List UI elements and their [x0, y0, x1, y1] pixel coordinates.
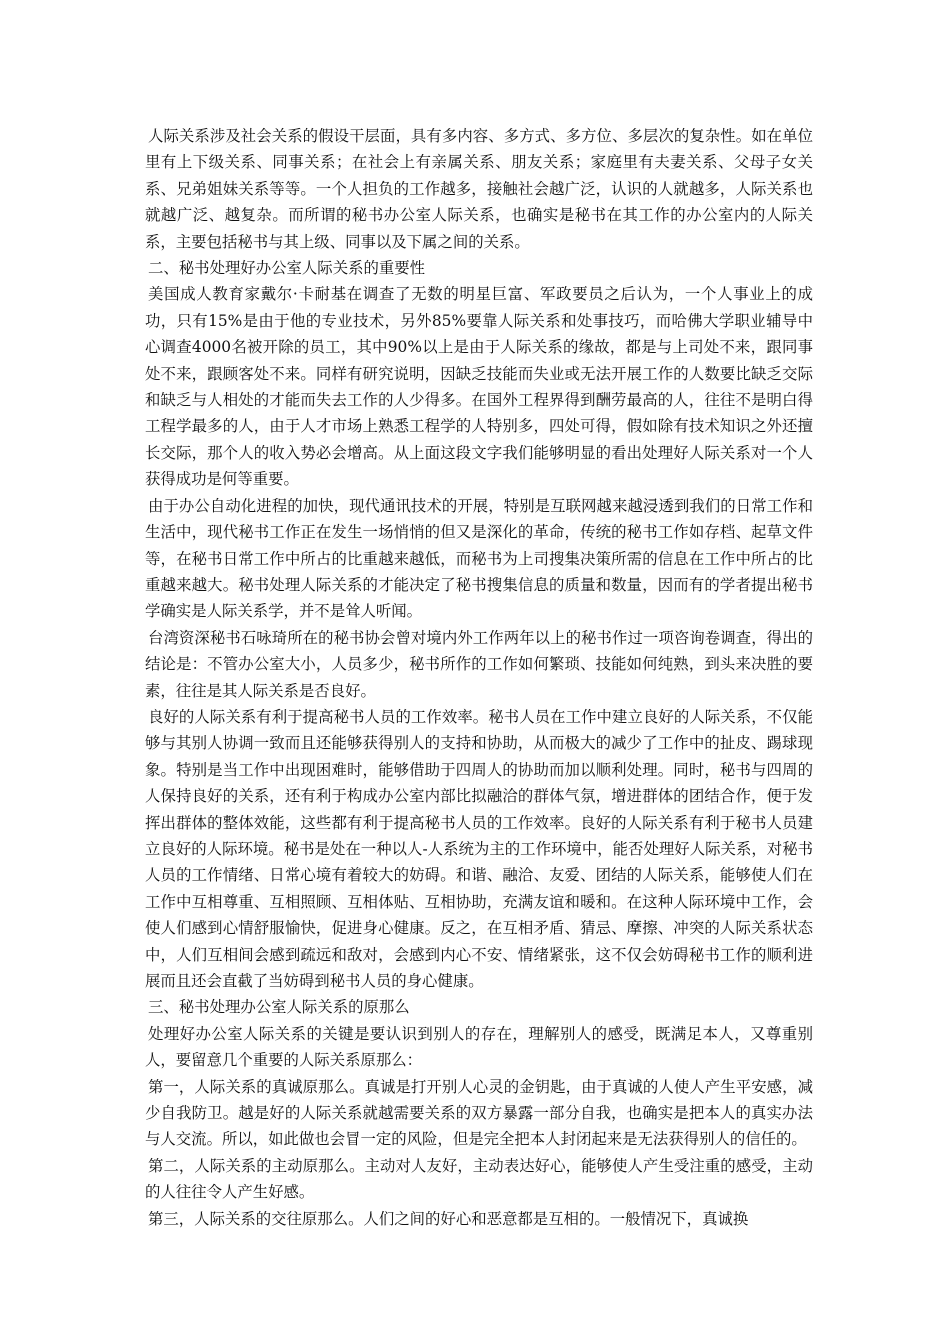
paragraph-principle-sincerity: 第一，人际关系的真诚原那么。真诚是打开别人心灵的金钥匙，由于真诚的人使人产生平安感，减少自我防卫。越是好的人际关系就越需要关系的双方暴露一部分自我，也确实是把本人的真实办法与人交流。所以，如此做也会冒一定的风险，但是完全把本人封闭起来是无法获得别人的信任的。: [145, 1077, 813, 1149]
paragraph-taiwan-survey: 台湾资深秘书石咏琦所在的秘书协会曾对境内外工作两年以上的秘书作过一项咨询卷调查，得出的结论是：不管办公室大小，人员多少，秘书所作的工作如何繁琐、技能如何纯熟，到头来决胜的要素，往往是其人际关系是否良好。: [145, 628, 813, 700]
paragraph-automation: 由于办公自动化进程的加快，现代通讯技术的开展，特别是互联网越来越浸透到我们的日常工作和生活中，现代秘书工作正在发生一场悄悄的但又是深化的革命，传统的秘书工作如存档、起草文件等，在秘书日常工作中所占的比重越来越低，而秘书为上司搜集决策所需的信息在工作中所占的比重越来越大。秘书处理人际关系的才能决定了秘书搜集信息的质量和数量，因而有的学者提出秘书学确实是人际关系学，并不是耸人听闻。: [145, 496, 813, 621]
section-heading-importance: 二、秘书处理好办公室人际关系的重要性: [148, 259, 426, 278]
paragraph-efficiency: 良好的人际关系有利于提高秘书人员的工作效率。秘书人员在工作中建立良好的人际关系，不仅能够与其别人协调一致而且还能够获得别人的支持和协助，从而极大的减少了工作中的扯皮、踢球现象。特别是当工作中出现困难时，能够借助于四周人的协助而加以顺利处理。同时，秘书与四周的人保持良好的关系，还有利于构成办公室内部比拟融洽的群体气氛，增进群体的团结合作，便于发挥出群体的整体效能，这些都有利于提高秘书人员的工作效率。良好的人际关系有利于秘书人员建立良好的人际环境。秘书是处在一种以人-人系统为主的工作环境中，能否处理好人际关系，对秘书人员的工作情绪、日常心境有着较大的妨碍。和谐、融洽、友爱、团结的人际关系，能够使人们在工作中互相尊重、互相照顾、互相体贴、互相协助，充满友谊和暖和。在这种人际环境中工作，会使人们感到心情舒服愉快，促进身心健康。反之，在互相矛盾、猜忌、摩擦、冲突的人际关系状态中，人们互相间会感到疏远和敌对，会感到内心不安、情绪紧张，这不仅会妨碍秘书工作的顺利进展而且还会直截了当妨碍到秘书人员的身心健康。: [145, 707, 813, 990]
paragraph-principle-reciprocity: 第三，人际关系的交往原那么。人们之间的好心和恶意都是互相的。一般情况下，真诚换: [148, 1209, 749, 1228]
document-body: [145, 123, 813, 1232]
paragraph-principle-initiative: 第二，人际关系的主动原那么。主动对人友好，主动表达好心，能够使人产生受注重的感受，主动的人往往令人产生好感。: [145, 1156, 813, 1202]
paragraph-carnegie: 美国成人教育家戴尔·卡耐基在调查了无数的明星巨富、军政要员之后认为，一个人事业上的成功，只有15%是由于他的专业技术，另外85%要靠人际关系和处事技巧，而哈佛大学职业辅导中心调查4000名被开除的员工，其中90%以上是由于人际关系的缘故，都是与上司处不来，跟同事处不来，跟顾客处不来。同样有研究说明，因缺乏技能而失业或无法开展工作的人数要比缺乏交际和缺乏与人相处的才能而失去工作的人少得多。在国外工程界得到酬劳最高的人，往往不是明白得工程学最多的人，由于人才市场上熟悉工程学的人特别多，四处可得，假如除有技术知识之外还擅长交际，那个人的收入势必会增高。从上面这段文字我们能够明显的看出处理好人际关系对一个人获得成功是何等重要。: [145, 285, 813, 489]
section-heading-principles: 三、秘书处理办公室人际关系的原那么: [148, 998, 410, 1017]
paragraph-intro: 人际关系涉及社会关系的假设干层面，具有多内容、多方式、多方位、多层次的复杂性。如在单位里有上下级关系、同事关系；在社会上有亲属关系、朋友关系；家庭里有夫妻关系、父母子女关系、兄弟姐妹关系等等。一个人担负的工作越多，接触社会越广泛，认识的人就越多，人际关系也就越广泛、越复杂。而所谓的秘书办公室人际关系，也确实是秘书在其工作的办公室内的人际关系，主要包括秘书与其上级、同事以及下属之间的关系。: [145, 127, 813, 251]
paragraph-principles-intro: 处理好办公室人际关系的关键是要认识到别人的存在，理解别人的感受，既满足本人，又尊重别人，要留意几个重要的人际关系原那么：: [145, 1024, 813, 1070]
